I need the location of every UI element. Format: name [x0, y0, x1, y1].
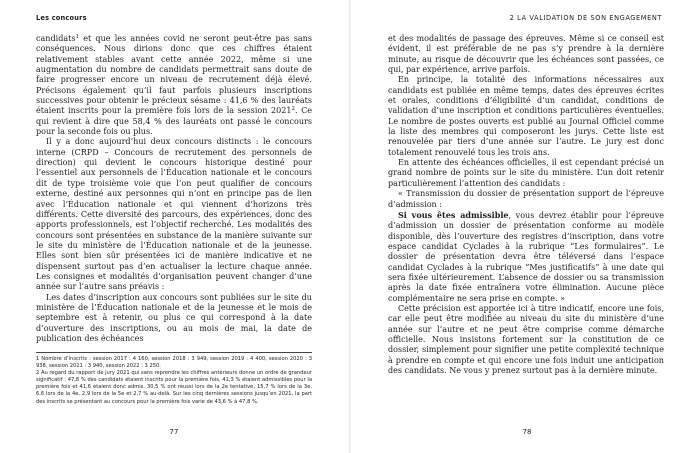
footnote-ref: 1 [75, 34, 80, 40]
footnote: 2 Au regard du rapport de jury 2021 qui sans reprendre les chiffres antérieurs donne un ordre de grandeur significatif : 47,8 % des candidats étaient inscrits pour la première fois, 41,3 % étaient admissibles pour la première fois et 41,6 étaient donc admis. 30,5 % ont réussi lors de la 2e tentative, 15,7 % lors de la 3e, 6,6 lors de la 4e, 2,9 lors de la 5e et 2,7 % au-delà. Sur les cinq dernières sessions jusqu’en 2021, la part des inscrits se présentant au concours pour la première fois varie de 43,6 % à 47,8 %. [36, 370, 312, 405]
footnote-ref: 2 [291, 106, 295, 113]
running-head-right: 2 LA VALIDATION DE SON ENGAGEMENT [509, 14, 662, 22]
left-body-text [36, 34, 312, 344]
right-page [350, 0, 700, 453]
page-number-right: 78 [522, 428, 532, 436]
running-head-left: Les concours [36, 14, 87, 22]
page-number-left: 77 [169, 428, 179, 436]
paragraph: « Transmission du dossier de présentation support de l’épreuve d’admission : [388, 189, 664, 209]
paragraph: Cette précision est apportée ici à titre indicatif, encore une fois, car elle peut être modifiée au niveau du site du ministère d’une année sur l’autre et ne peut être comprise comme démarche officielle. Nous insistons fortement sur la constitution de ce dossier, simplement pour signifier une petite complexité technique à prendre en compte et qui encore une fois induit une anticipation des candidats. Ne vous y prenez surtout pas à la dernière minute. [388, 303, 664, 375]
quote-bold: Si vous êtes admissible [398, 209, 509, 220]
right-body-text [388, 34, 664, 376]
paragraph: En attente des échéances officielles, il est cependant précisé un grand nombre de points sur le site du ministère. L’un doit retenir particulièrement l’attention des candidats : [388, 158, 664, 188]
footnote: 1 Nombre d’inscrits : session 2017 : 4 160, session 2018 : 3 949, session 2019 : 4 400, session 2020 : 3 938, session 2021 : 3 940, session 2022 : 3 250. [36, 356, 312, 370]
paragraph: Il y a donc aujourd’hui deux concours distincts : le concours interne (CRPD – Concours de recrutement des personnels de direction) qui devient le concours historique destiné pour l’essentiel aux personnels de l’Éducation nationale et le concours dit de type troisième voie que l’on peut qualifier de concours externe, destiné aux personnes qui n’ont en principe pas de lien avec l’Éducation nationale et qui viennent d’horizons très différents. Cette diversité des parcours, des expériences, donc des apports professionnels, est l’objectif recherché. Les modalités des concours sont présentées en substance de la manière suivante sur le site du ministère de l’Éducation nationale et de la jeunesse. Elles sont bien sûr présentées ici de manière indicative et ne dispensent surtout pas d’en actualiser la lecture chaque année. Les consignes et modalités d’organisation peuvent changer d’une année sur l’autre sans préavis : [36, 137, 312, 292]
footnotes [36, 352, 312, 406]
paragraph: candidats$^1$ et que les années covid ne seront peut-être pas sans conséquences. Nous dirions donc que ces chiffres étaient relativement stables avant cette année 2022, même si une augmentation du nombre de candidats permettrait sans doute de faire progresser encore un niveau de recrutement déjà élevé. Précisons également qu’il faut parfois plusieurs inscriptions successives pour obtenir le précieux sésame : 41,6 % des lauréats étaient inscrits pour la première fois lors de la session 2021$^2$. Ce qui revient à dire que 58,4 % des lauréats ont passé le concours pour la seconde fois ou plus. [36, 34, 312, 137]
paragraph: En principe, la totalité des informations nécessaires aux candidats est publiée en même temps, dates des épreuves écrites et orales, conditions d’éligibilité d’un candidat, conditions de validation d’une inscription et conditions particulières éventuelles. Le nombre de postes ouverts est publié au Journal Officiel comme la liste des membres qui composeront les jurys. Cette liste est renouvelée par tiers d’une année sur l’autre. Le jury est donc totalement renouvelé tous les trois ans. [388, 75, 664, 157]
paragraph: et des modalités de passage des épreuves. Même si ce conseil est évident, il est préférable de ne pas s’y prendre à la dernière minute, au risque de découvrir que les échéances sont passées, ce qui, par expérience, arrive parfois. [388, 34, 664, 75]
quote-paragraph: Si vous êtes admissible, vous devrez établir pour l’épreuve d’admission un dossier de présentation conforme au modèle disponible, dès l’ouverture des registres d’inscription, dans votre espace candidat Cyclades à la rubrique “Les formulaires”. Le dossier de présentation devra être téléversé dans l’espace candidat Cyclades à la rubrique “Mes justificatifs” à une date qui sera fixée ultérieurement. L’absence de dossier ou sa transmission après la date fixée entraînera votre élimination. Aucune pièce complémentaire ne sera prise en compte. » [388, 209, 665, 303]
paragraph: Les dates d’inscription aux concours sont publiées sur le site du ministère de l’Éducation nationale et de la jeunesse et le mois de septembre est à retenir, ou plus ce qui correspond à la date d’ouverture des inscriptions, ou au mois de mai, la date de publication des échéances [36, 292, 312, 343]
